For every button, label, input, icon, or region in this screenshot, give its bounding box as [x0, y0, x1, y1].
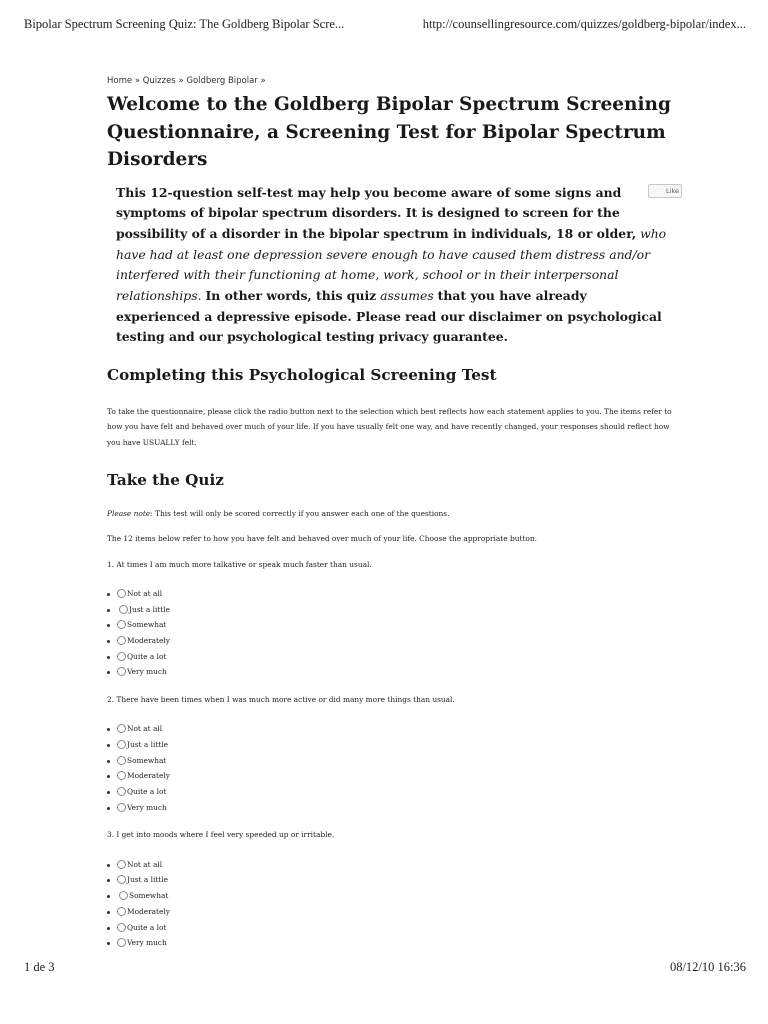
option-label: Not at all — [127, 724, 163, 734]
list-item — [107, 935, 682, 951]
instructions-text: To take the questionnaire, please click the radio button next to the selection which best reflects how each statement applies to you. The items refer to how you have felt and behaved over much of your life. If you have usually felt one way, and have recently changed, your responses should reflect how you have USUALLY felt. — [107, 407, 672, 447]
option-label: Somewhat — [127, 620, 167, 630]
breadcrumb-separator: » — [134, 76, 141, 86]
option-label: Quite a lot — [127, 922, 167, 932]
list-item — [107, 721, 682, 737]
question-2-text: 2. There have been times when I was much more active or did many more things than usual. — [107, 695, 455, 705]
breadcrumb-current-link[interactable]: Goldberg Bipolar — [186, 76, 258, 86]
please-note-body: This test will only be scored correctly if you answer each one of the questions. — [155, 509, 450, 519]
question-2-radio-somewhat[interactable] — [117, 756, 126, 765]
option-label: Moderately — [127, 771, 170, 781]
option-label: Just a little — [127, 875, 168, 885]
items-intro-text: The 12 items below refer to how you have felt and behaved over much of your life. Choose the appropriate button. — [107, 534, 537, 544]
breadcrumb-home-link[interactable]: Home — [107, 76, 133, 86]
option-label: Not at all — [127, 588, 163, 598]
option-label: Moderately — [127, 635, 170, 645]
print-datetime: 08/12/10 16:36 — [669, 960, 746, 974]
list-item — [107, 586, 682, 602]
question-3-radio-quite-a-lot[interactable] — [117, 923, 126, 932]
question-2-radio-very-much[interactable] — [117, 803, 126, 812]
question-1-radio-just-a-little[interactable] — [119, 605, 128, 614]
question-2-radio-moderately[interactable] — [117, 771, 126, 780]
question-3-text: 3. I get into moods where I feel very speeded up or irritable. — [107, 830, 335, 840]
list-item — [107, 800, 682, 816]
option-label: Somewhat — [129, 891, 169, 901]
intro-italic-assumes: assumes — [380, 288, 434, 304]
print-header-url: http://counsellingresource.com/quizzes/goldberg-bipolar/index... — [422, 17, 746, 31]
list-item — [107, 633, 682, 649]
take-quiz-heading: Take the Quiz — [107, 471, 224, 490]
question-1-radio-very-much[interactable] — [117, 667, 126, 676]
option-label: Very much — [127, 938, 167, 948]
intro-italic-depression: who have had at least one depression severe enough to have caused them distress and/or interfered with their functioning at home, work, school or in their interpersonal relationships. — [116, 225, 667, 304]
intro-section — [107, 183, 682, 349]
question-1-options — [107, 586, 682, 680]
list-item — [107, 768, 682, 784]
question-3-options — [107, 857, 682, 951]
option-label: Not at all — [127, 859, 163, 869]
question-1-text: 1. At times I am much more talkative or speak much faster than usual. — [107, 559, 372, 569]
list-item — [107, 737, 682, 753]
option-label: Somewhat — [127, 755, 167, 765]
option-label: Very much — [127, 667, 167, 677]
list-item — [107, 784, 682, 800]
question-3-radio-moderately[interactable] — [117, 907, 126, 916]
intro-text-part2: In other words, this quiz — [205, 288, 377, 304]
question-3-radio-very-much[interactable] — [117, 938, 126, 947]
question-1-radio-moderately[interactable] — [117, 636, 126, 645]
breadcrumb — [107, 76, 682, 86]
question-3-radio-somewhat[interactable] — [119, 891, 128, 900]
question-1-radio-not-at-all[interactable] — [117, 589, 126, 598]
list-item — [107, 602, 682, 618]
breadcrumb-quizzes-link[interactable]: Quizzes — [142, 76, 176, 86]
option-label: Just a little — [129, 604, 170, 614]
question-1-radio-somewhat[interactable] — [117, 620, 126, 629]
list-item — [107, 753, 682, 769]
intro-text-part1: This 12-question self-test may help you become aware of some signs and symptoms of bipolar spectrum disorders. It is designed to screen for the possibility of a disorder in the bipolar spectrum in individuals, 18 or older, — [116, 184, 637, 241]
list-item — [107, 888, 682, 904]
main-content — [107, 76, 682, 963]
list-item — [107, 872, 682, 888]
option-label: Moderately — [127, 906, 170, 916]
option-label: Quite a lot — [127, 651, 167, 661]
page-title: Welcome to the Goldberg Bipolar Spectrum Screening Questionnaire, a Screening Test for Bipolar Spectrum Disorders — [107, 94, 671, 170]
list-item — [107, 649, 682, 665]
intro-paragraph — [116, 183, 668, 349]
please-note-text — [107, 506, 682, 521]
question-2-radio-quite-a-lot[interactable] — [117, 787, 126, 796]
intro-text-part3: that you have already experienced a depressive episode. Please read our disclaimer on psychological testing and our psychological testing privacy guarantee. — [116, 288, 662, 345]
option-label: Very much — [127, 802, 167, 812]
option-label: Quite a lot — [127, 787, 167, 797]
question-1-radio-quite-a-lot[interactable] — [117, 652, 126, 661]
breadcrumb-separator: » — [260, 76, 266, 86]
facebook-like-button[interactable]: Like — [648, 184, 682, 198]
question-3-radio-just-a-little[interactable] — [117, 875, 126, 884]
list-item — [107, 664, 682, 680]
question-2-radio-not-at-all[interactable] — [117, 724, 126, 733]
list-item — [107, 617, 682, 633]
page-number: 1 de 3 — [24, 960, 55, 974]
question-2-radio-just-a-little[interactable] — [117, 740, 126, 749]
question-3-radio-not-at-all[interactable] — [117, 860, 126, 869]
option-label: Just a little — [127, 740, 168, 750]
breadcrumb-separator: » — [178, 76, 184, 86]
please-note-label: Please note: — [107, 509, 153, 519]
completing-test-heading: Completing this Psychological Screening Test — [107, 366, 497, 385]
list-item — [107, 857, 682, 873]
question-2-options — [107, 721, 682, 815]
list-item — [107, 904, 682, 920]
list-item — [107, 920, 682, 936]
print-header-title: Bipolar Spectrum Screening Quiz: The Goldberg Bipolar Scre... — [24, 17, 345, 31]
